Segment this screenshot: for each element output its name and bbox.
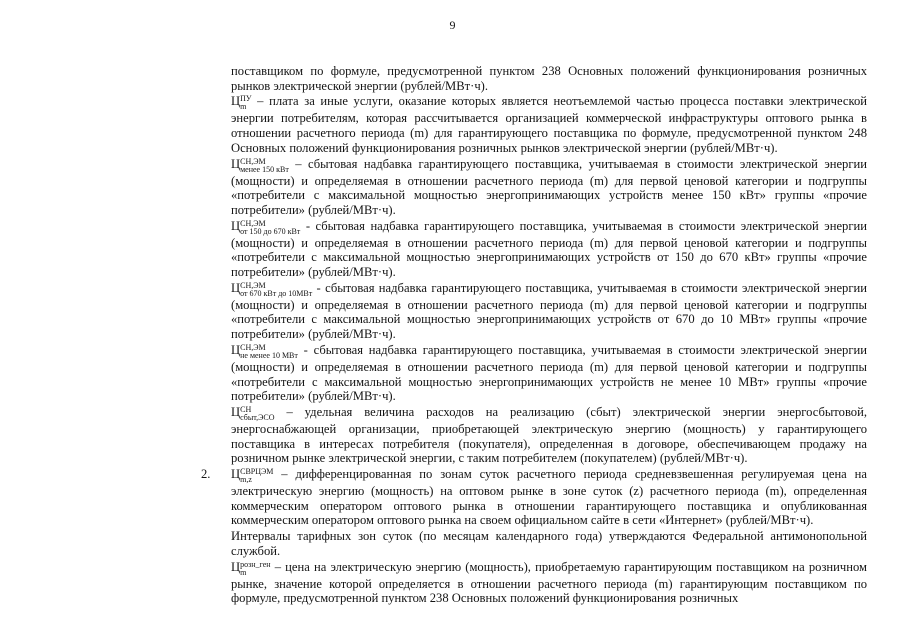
formula-subscript: от 150 до 670 кВт xyxy=(240,226,301,236)
formula-subscript: m xyxy=(240,567,247,577)
formula-symbol: Ц xyxy=(231,280,241,295)
formula-subscript: m,z xyxy=(240,475,252,485)
paragraph-ts-pu xyxy=(231,94,867,155)
paragraph-ts-rozn-gen xyxy=(231,560,867,606)
paragraph-ts-sn-less-150 xyxy=(231,157,867,218)
paragraph-text: - сбытовая надбавка гарантирующего поставщика, учитываемая в стоимости электрической энергии (мощности) и определяемая в отношении расчетного периода (m) для первой ценовой категории и подгруппы «потребители с максимальной мощностью энергопринимающих устройств от 670 до 10 МВт» группы «прочие потребители» (рублей/МВт·ч). xyxy=(231,280,867,342)
formula-symbol: Ц xyxy=(231,94,241,109)
paragraph-continuation xyxy=(231,64,867,93)
formula-indices xyxy=(240,344,298,360)
formula-subscript: от 670 кВт до 10МВт xyxy=(240,288,313,298)
formula-superscript: СН,ЭМ xyxy=(240,280,266,290)
paragraph-text: – дифференцированная по зонам суток расчетного периода средневзвешенная регулируемая цена на электрическую энергию (мощность) на оптовом рынке в зоне суток (z) расчетного периода (m), определенная коммерческим оператором оптового рынка в отношении гарантирующего поставщика и опубликованная коммерческим оператором оптового рынка на своем официальном сайте в сети «Интернет» (рублей/МВт·ч). xyxy=(231,467,867,528)
item-number: 2. xyxy=(201,467,211,482)
formula-subscript: менее 150 кВт xyxy=(240,164,289,174)
paragraph-text: - сбытовая надбавка гарантирующего поставщика, учитываемая в стоимости электрической энергии (мощности) и определяемая в отношении расчетного периода (m) для первой ценовой категории и подгруппы «потребители с максимальной мощностью энергопринимающих устройств не менее 10 МВт» группы «прочие потребители» (рублей/МВт·ч). xyxy=(231,342,867,404)
formula-superscript: розн_ген xyxy=(240,559,271,569)
formula-symbol: Ц xyxy=(231,156,241,171)
formula-superscript: СН,ЭМ xyxy=(240,156,266,166)
formula-indices xyxy=(240,561,270,577)
paragraph-intervals xyxy=(231,529,867,558)
formula-indices xyxy=(240,95,251,111)
paragraph-text: Интервалы тарифных зон суток (по месяцам календарного года) утверждаются Федеральной антимонопольной службой. xyxy=(231,529,867,558)
paragraph-ts-sn-10mw xyxy=(231,343,867,404)
paragraph-text: – удельная величина расходов на реализацию (сбыт) электрической энергии энергосбытовой, энергоснабжающей организации, приобретающей электрическую энергию (мощность) у гарантирующего поставщика в интересах потребителя (покупателя), определенная в договоре, обеспечивающем продажу на розничном рынке электрической энергии, с таким потребителем (покупателем) (рублей/МВт·ч). xyxy=(231,404,867,466)
paragraph-text: – сбытовая надбавка гарантирующего поставщика, учитываемая в стоимости электрической энергии (мощности) и определяемая в отношении расчетного периода (m) для первой ценовой категории и подгруппы «потребители с максимальной мощностью энергопринимающих устройств менее 150 кВт» группы «прочие потребители» (рублей/МВт·ч). xyxy=(231,156,867,217)
formula-subscript: не менее 10 МВт xyxy=(240,350,298,360)
formula-superscript: СН,ЭМ xyxy=(240,342,266,352)
paragraph-ts-sn-670-10mw xyxy=(231,281,867,342)
formula-superscript: СН xyxy=(240,404,252,414)
formula-indices xyxy=(240,468,273,484)
formula-superscript: ПУ xyxy=(240,94,252,104)
formula-indices xyxy=(240,220,300,236)
formula-subscript: сбыт,ЭСО xyxy=(240,412,275,422)
formula-indices xyxy=(240,282,312,298)
paragraph-text: – цена на электрическую энергию (мощность), приобретаемую гарантирующим поставщиком на розничном рынке, значение которой определяется в отношении расчетного периода (m) гарантирующим поставщиком по формуле, предусмотренной пунктом 238 Основных положений функционирования розничных xyxy=(231,559,867,606)
paragraph-text: - сбытовая надбавка гарантирующего поставщика, учитываемая в стоимости электрической энергии (мощности) и определяемая в отношении расчетного периода (m) для первой ценовой категории и подгруппы «потребители с максимальной мощностью энергопринимающих устройств от 150 до 670 кВт» группы «прочие потребители» (рублей/МВт·ч). xyxy=(231,218,867,280)
formula-symbol: Ц xyxy=(231,342,241,357)
formula-symbol: Ц xyxy=(231,218,241,233)
numbered-item-2 xyxy=(201,467,867,528)
formula-superscript: СН,ЭМ xyxy=(240,218,266,228)
formula-symbol: Ц xyxy=(231,559,241,574)
formula-indices xyxy=(240,158,289,174)
formula-indices xyxy=(240,406,274,422)
paragraph-text: – плата за иные услуги, оказание которых является неотъемлемой частью процесса поставки электрической энергии потребителям, которая рассчитывается организацией коммерческой инфраструктуры оптового рынка в отношении расчетного периода (m) для гарантирующего поставщика по формуле, предусмотренной пунктом 248 Основных положений функционирования розничных рынков электрической энергии (рублей/МВт·ч). xyxy=(231,94,867,155)
formula-symbol: Ц xyxy=(231,467,241,482)
paragraph-ts-sbyt-eso xyxy=(231,405,867,466)
formula-symbol: Ц xyxy=(231,404,241,419)
formula-superscript: СВРЦЭМ xyxy=(240,467,274,477)
paragraph-ts-sn-150-670 xyxy=(231,219,867,280)
paragraph-text: поставщиком по формуле, предусмотренной пунктом 238 Основных положений функционирования розничных рынков электрической энергии (рублей/МВт·ч). xyxy=(231,64,867,93)
page-number: 9 xyxy=(449,18,456,32)
document-body xyxy=(201,64,867,607)
formula-subscript: m xyxy=(240,102,247,112)
